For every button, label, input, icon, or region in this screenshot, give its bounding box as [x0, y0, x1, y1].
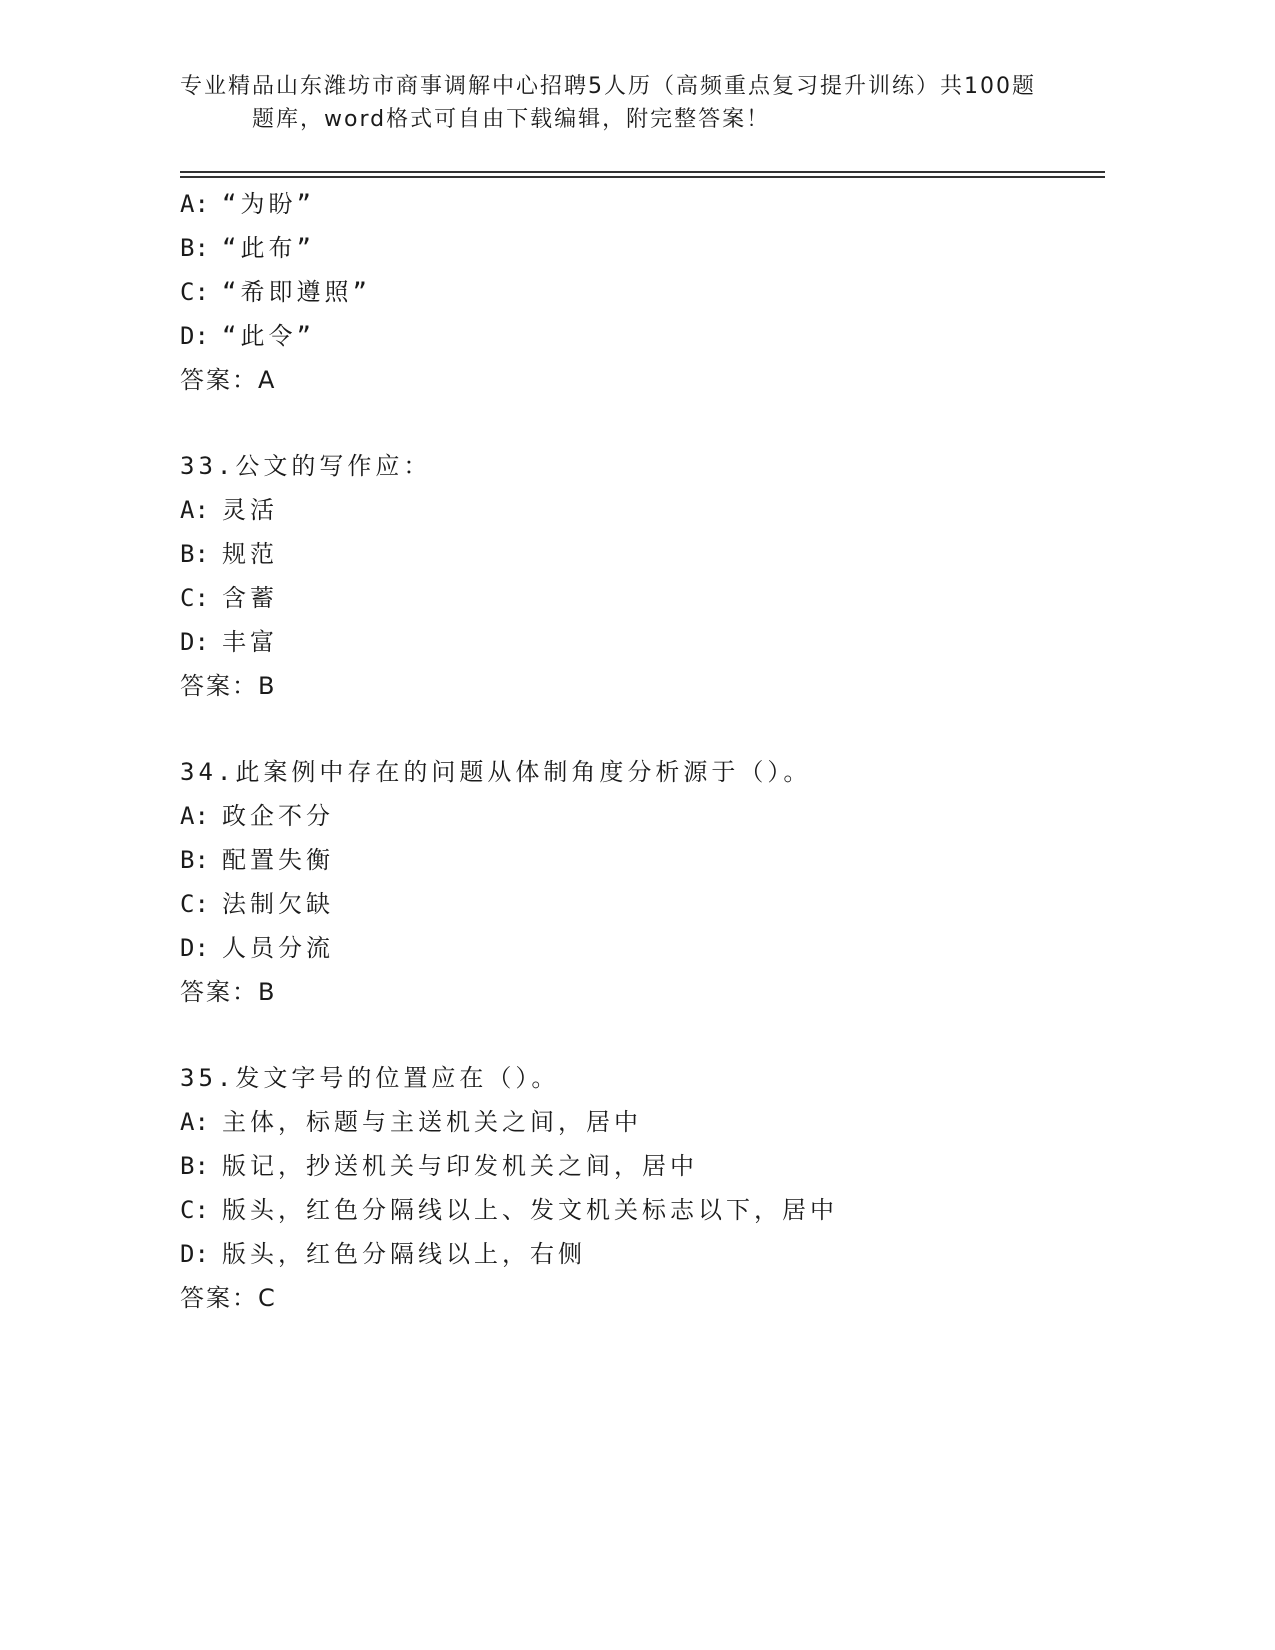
option-text: 人员分流 — [222, 934, 334, 962]
option-text: “为盼” — [222, 190, 315, 218]
option-label: B: — [180, 1152, 209, 1180]
option-text: 版头，红色分隔线以上，右侧 — [222, 1240, 586, 1268]
question-stem: 33.公文的写作应： — [180, 452, 432, 480]
question-stem: 35.发文字号的位置应在（）。 — [180, 1064, 560, 1092]
header-title-line1: 专业精品山东潍坊市商事调解中心招聘5人历（高频重点复习提升训练）共100题 — [180, 74, 1036, 99]
document-header — [180, 70, 1100, 136]
answer-line: 答案：B — [180, 672, 277, 700]
option-text: 配置失衡 — [222, 846, 334, 874]
question-stem: 34.此案例中存在的问题从体制角度分析源于（）。 — [180, 758, 812, 786]
option-label: A: — [180, 496, 209, 524]
option-text: “此令” — [222, 322, 315, 350]
option-label: B: — [180, 846, 209, 874]
question-block-prev — [180, 182, 1100, 402]
question-list — [180, 182, 1100, 1320]
option-a — [180, 488, 1100, 532]
option-label: D: — [180, 1240, 209, 1268]
header-divider-top — [180, 171, 1105, 173]
answer-line: 答案：C — [180, 1284, 277, 1312]
option-label: D: — [180, 934, 209, 962]
option-d — [180, 1232, 1100, 1276]
option-label: A: — [180, 190, 209, 218]
question-block-35 — [180, 1056, 1100, 1320]
option-c — [180, 270, 1100, 314]
option-text: 版头，红色分隔线以上、发文机关标志以下，居中 — [222, 1196, 838, 1224]
option-label: D: — [180, 322, 209, 350]
option-label: D: — [180, 628, 209, 656]
option-d — [180, 314, 1100, 358]
header-divider-bottom — [180, 176, 1105, 178]
option-label: B: — [180, 234, 209, 262]
option-a — [180, 182, 1100, 226]
option-a — [180, 1100, 1100, 1144]
option-b — [180, 532, 1100, 576]
question-block-33 — [180, 444, 1100, 708]
header-title-line2: 题库，word格式可自由下载编辑，附完整答案！ — [252, 107, 771, 132]
option-label: A: — [180, 802, 209, 830]
option-text: 版记，抄送机关与印发机关之间，居中 — [222, 1152, 698, 1180]
option-c — [180, 576, 1100, 620]
option-a — [180, 794, 1100, 838]
question-block-34 — [180, 750, 1100, 1014]
option-d — [180, 926, 1100, 970]
option-text: 规范 — [222, 540, 278, 568]
option-b — [180, 1144, 1100, 1188]
option-label: C: — [180, 584, 209, 612]
option-d — [180, 620, 1100, 664]
option-label: C: — [180, 890, 209, 918]
option-text: “此布” — [222, 234, 315, 262]
option-b — [180, 838, 1100, 882]
option-text: 政企不分 — [222, 802, 334, 830]
option-c — [180, 1188, 1100, 1232]
option-label: C: — [180, 278, 209, 306]
option-text: 法制欠缺 — [222, 890, 334, 918]
option-label: C: — [180, 1196, 209, 1224]
option-label: A: — [180, 1108, 209, 1136]
option-text: 含蓄 — [222, 584, 278, 612]
option-text: 主体，标题与主送机关之间，居中 — [222, 1108, 642, 1136]
option-text: 丰富 — [222, 628, 278, 656]
option-c — [180, 882, 1100, 926]
option-b — [180, 226, 1100, 270]
option-text: 灵活 — [222, 496, 278, 524]
option-text: “希即遵照” — [222, 278, 371, 306]
option-label: B: — [180, 540, 209, 568]
answer-line: 答案：A — [180, 366, 277, 394]
answer-line: 答案：B — [180, 978, 277, 1006]
